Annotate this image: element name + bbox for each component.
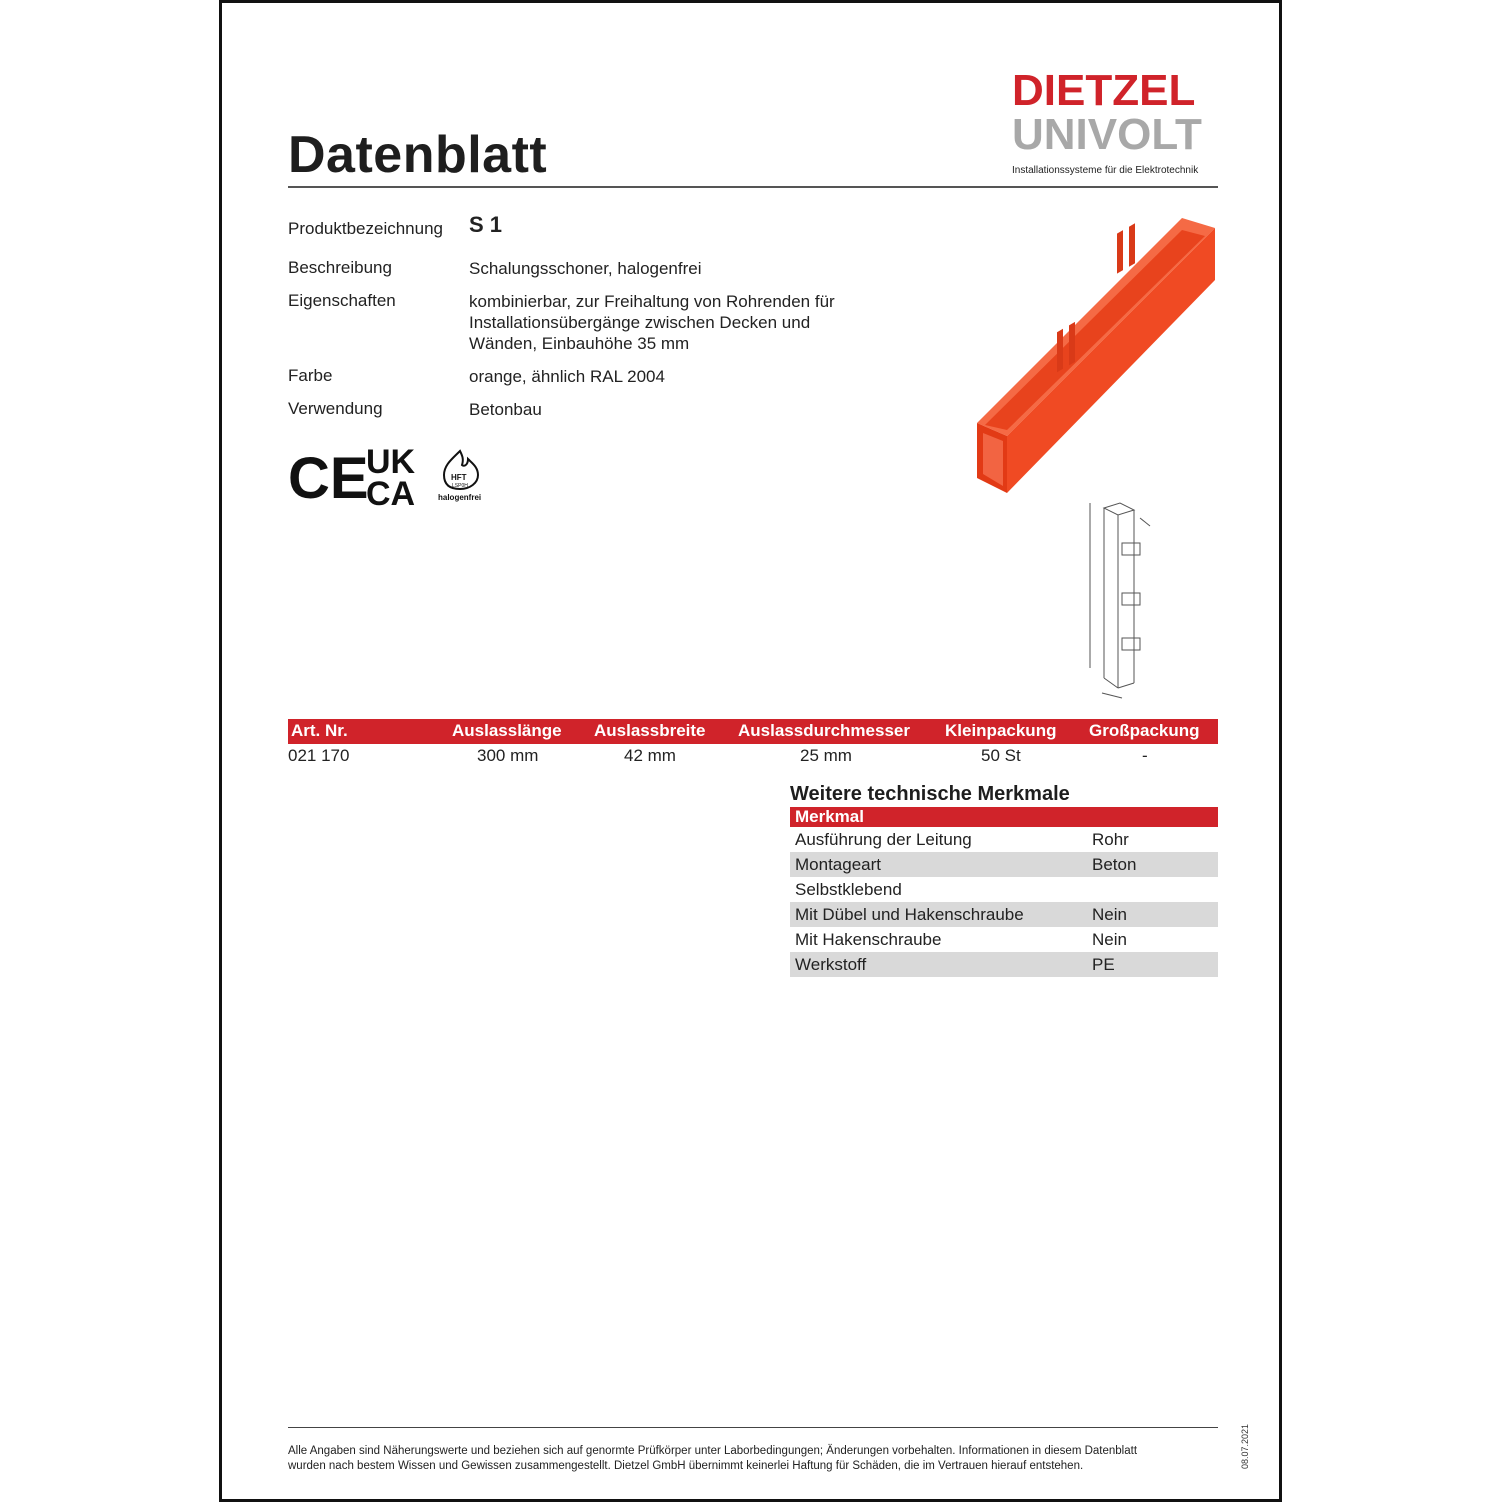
prop-value-produktbezeichnung: S 1 [469,212,503,237]
product-image [957,208,1222,498]
feature-name: Mit Dübel und Hakenschraube [795,905,1024,924]
cell-art-nr: 021 170 [288,746,350,765]
page-title: Datenblatt [288,126,548,184]
feature-row [790,927,1218,952]
col-header-auslassdurchmesser: Auslassdurchmesser [738,721,910,740]
feature-value: Beton [1092,855,1137,874]
footer-divider [288,1427,1218,1428]
disclaimer-line-2: wurden nach bestem Wissen und Gewissen zusammengestellt. Dietzel GmbH übernimmt keinerlei Haftung für Schäden, die im Vertrauen hierauf entstehen. [288,1460,1084,1472]
feature-value: Nein [1092,930,1127,949]
features-header: Merkmal [790,807,1218,827]
feature-value: Rohr [1092,830,1129,849]
feature-row [790,952,1218,977]
disclaimer-line-1: Alle Angaben sind Näherungswerte und beziehen sich auf genormte Prüfkörper unter Laborbedingungen; Änderungen vorbehalten. Informationen in diesem Datenblatt [288,1445,1138,1457]
prop-value-beschreibung: Schalungsschoner, halogenfrei [469,259,702,278]
eigenschaften-line-1: kombinierbar, zur Freihaltung von Rohrenden für [469,292,835,311]
prop-value-verwendung: Betonbau [469,400,542,419]
hft-sub-label: LSP0H [452,483,468,489]
col-header-auslasslaenge: Auslasslänge [452,721,562,740]
article-table-header [288,719,1218,744]
eigenschaften-line-2: Installationsübergänge zwischen Decken und [469,313,811,332]
prop-label-farbe: Farbe [288,366,333,385]
features-title: Weitere technische Merkmale [790,783,1070,805]
feature-name: Werkstoff [795,955,867,974]
logo-dietzel: DIETZEL [1012,66,1196,115]
cell-auslasslaenge: 300 mm [477,746,539,765]
footer-disclaimer [288,1444,1223,1474]
document-date: 08.07.2021 [1240,1423,1250,1469]
feature-row [790,852,1218,877]
feature-name: Ausführung der Leitung [795,830,972,849]
feature-row [790,827,1218,852]
cell-auslassdurchmesser: 25 mm [800,746,852,765]
halogen-free-icon [438,451,481,502]
prop-label-eigenschaften: Eigenschaften [288,291,396,310]
feature-row [790,877,1218,902]
feature-name: Mit Hakenschraube [795,930,942,949]
certification-marks [288,443,488,509]
prop-label-produktbezeichnung: Produktbezeichnung [288,219,444,238]
feature-value: PE [1092,955,1115,974]
brand-logo [1012,66,1218,181]
logo-univolt: UNIVOLT [1012,110,1202,159]
feature-row [790,902,1218,927]
ukca-mark-top: UK [366,443,416,481]
halogenfrei-caption: halogenfrei [438,493,482,502]
prop-label-beschreibung: Beschreibung [288,258,392,277]
col-header-art-nr: Art. Nr. [291,721,348,740]
prop-value-farbe: orange, ähnlich RAL 2004 [469,367,665,386]
datasheet-page [219,0,1282,1502]
col-header-grosspackung: Großpackung [1089,721,1200,740]
ce-mark-icon: CE [288,446,369,509]
cell-kleinpackung: 50 St [981,746,1021,765]
cell-grosspackung: - [1142,746,1148,765]
technical-drawing [1062,498,1162,703]
features-table [790,807,1218,977]
col-header-auslassbreite: Auslassbreite [594,721,706,740]
feature-value: Nein [1092,905,1127,924]
hft-label: HFT [451,473,467,482]
feature-name: Selbstklebend [795,880,902,899]
cell-auslassbreite: 42 mm [624,746,676,765]
prop-value-eigenschaften [469,291,835,354]
ukca-mark-bottom: CA [366,475,416,509]
prop-label-verwendung: Verwendung [288,399,383,418]
eigenschaften-line-3: Wänden, Einbauhöhe 35 mm [469,334,690,353]
logo-tagline: Installationssysteme für die Elektrotechnik [1012,165,1199,176]
header-divider [288,186,1218,188]
col-header-kleinpackung: Kleinpackung [945,721,1057,740]
feature-name: Montageart [795,855,881,874]
